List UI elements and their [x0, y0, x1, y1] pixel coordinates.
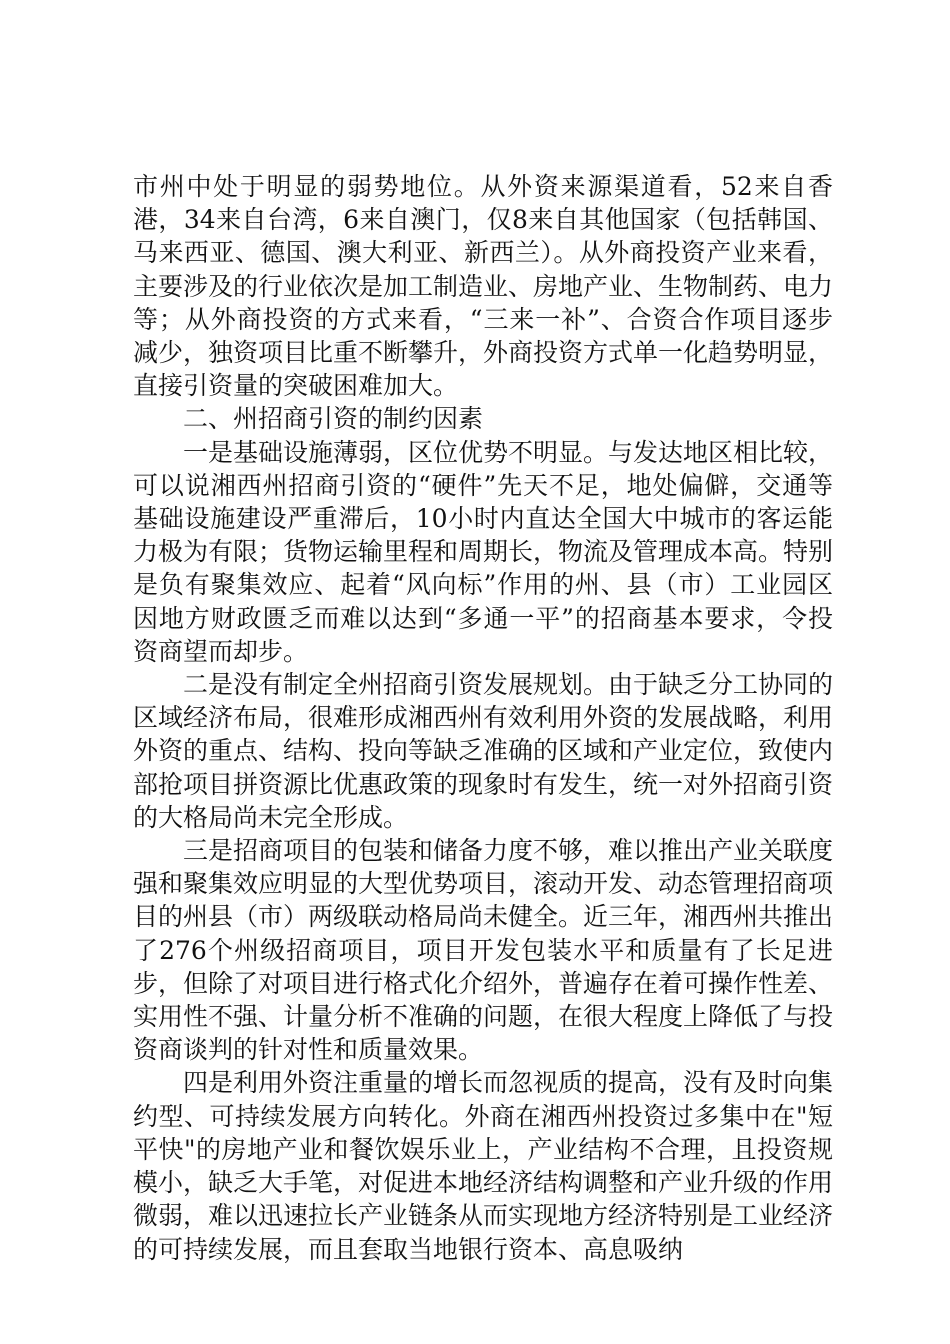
paragraph-factor-one: 一是基础设施薄弱，区位优势不明显。与发达地区相比较，可以说湘西州招商引资的“硬件”先天不足，地处偏僻，交通等基础设施建设严重滞后，10小时内直达全国大中城市的客运能力极为有限；货物运输里程和周期长，物流及管理成本高。特别是负有聚集效应、起着“风向标”作用的州、县（市）工业园区因地方财政匮乏而难以达到“多通一平”的招商基本要求，令投资商望而却步。 — [133, 437, 834, 666]
paragraph-intro-continued: 市州中处于明显的弱势地位。从外资来源渠道看，52来自香港，34来自台湾，6来自澳门，仅8来自其他国家（包括韩国、马来西亚、德国、澳大利亚、新西兰）。从外商投资产业来看，主要涉及的行业依次是加工制造业、房地产业、生物制药、电力等；从外商投资的方式来看，“三来一补”、合资合作项目逐步减少，独资项目比重不断攀升，外商投资方式单一化趋势明显，直接引资量的突破困难加大。 — [133, 172, 834, 401]
document-body — [133, 170, 833, 1266]
paragraph-factor-four: 四是利用外资注重量的增长而忽视质的提高，没有及时向集约型、可持续发展方向转化。外商在湘西州投资过多集中在"短平快"的房地产业和餐饮娱乐业上，产业结构不合理，且投资规模小，缺乏大手笔，对促进本地经济结构调整和产业升级的作用微弱，难以迅速拉长产业链条从而实现地方经济特别是工业经济的可持续发展，而且套取当地银行资本、高息吸纳 — [133, 1068, 834, 1264]
section-heading: 二、州招商引资的制约因素 — [183, 404, 484, 434]
paragraph-factor-three: 三是招商项目的包装和储备力度不够，难以推出产业关联度强和聚集效应明显的大型优势项目，滚动开发、动态管理招商项目的州县（市）两级联动格局尚未健全。近三年，湘西州共推出了276个州级招商项目，项目开发包装水平和质量有了长足进步，但除了对项目进行格式化介绍外，普遍存在着可操作性差、实用性不强、计量分析不准确的问题，在很大程度上降低了与投资商谈判的针对性和质量效果。 — [133, 836, 834, 1065]
paragraph-factor-two: 二是没有制定全州招商引资发展规划。由于缺乏分工协同的区域经济布局，很难形成湘西州有效利用外资的发展战略，利用外资的重点、结构、投向等缺乏准确的区域和产业定位，致使内部抢项目拼资源比优惠政策的现象时有发生，统一对外招商引资的大格局尚未完全形成。 — [133, 670, 834, 832]
